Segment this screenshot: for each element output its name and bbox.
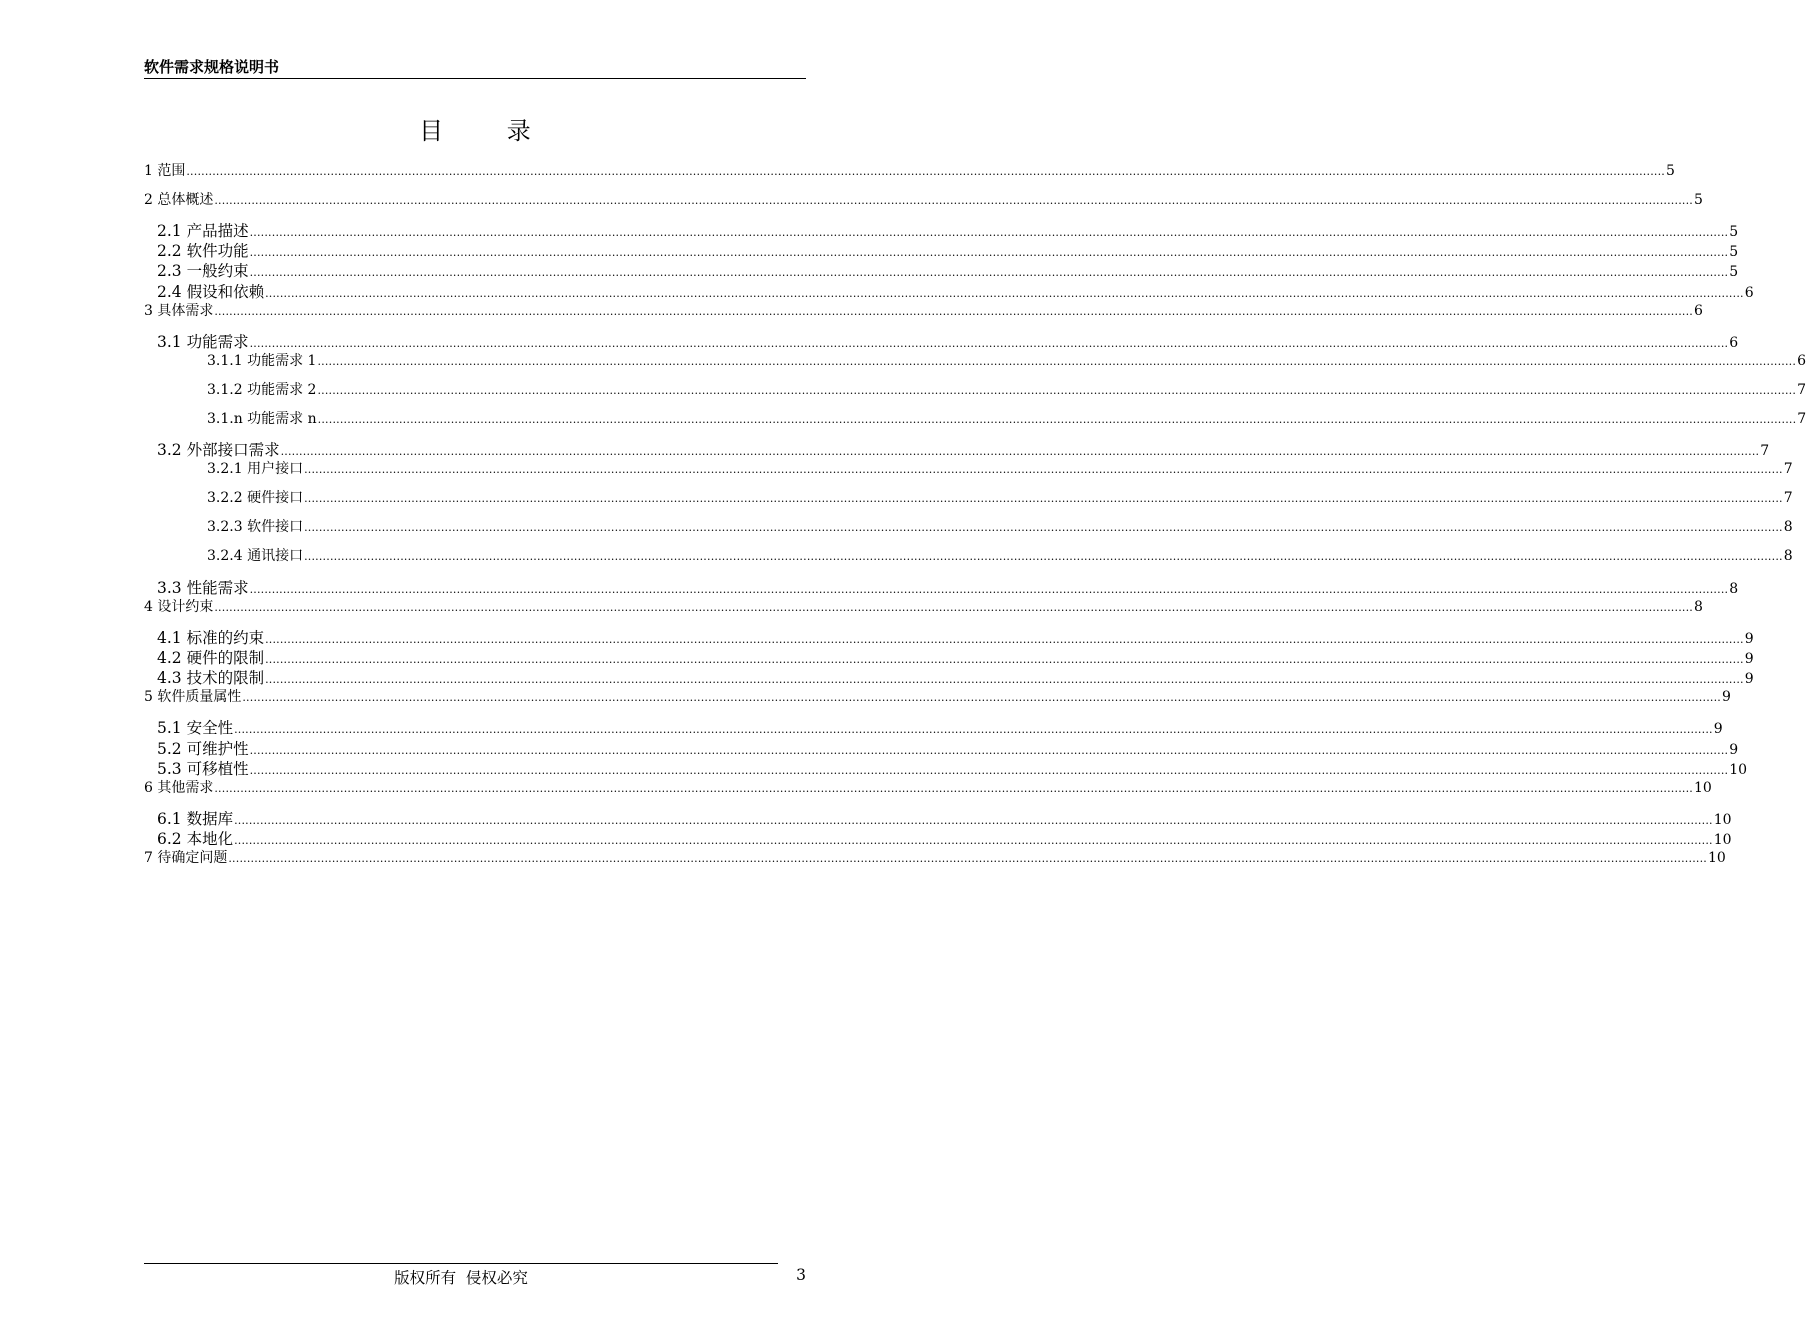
- toc-entry[interactable]: [144, 777, 1712, 797]
- toc-dot-leader: ................................................................................................................................................................................................................................................................................................................................................................................................................: [304, 492, 1783, 505]
- toc-entry[interactable]: [207, 545, 1793, 565]
- toc-entry-title: 5.1 安全性: [157, 719, 234, 737]
- toc-dot-leader: ................................................................................................................................................................................................................................................................................................................................................................................................................: [317, 413, 1797, 426]
- toc-dot-leader: ................................................................................................................................................................................................................................................................................................................................................................................................................: [265, 653, 1744, 666]
- toc-dot-leader: ................................................................................................................................................................................................................................................................................................................................................................................................................: [280, 445, 1760, 458]
- toc-dot-leader: ................................................................................................................................................................................................................................................................................................................................................................................................................: [249, 337, 1729, 350]
- toc-dot-leader: ................................................................................................................................................................................................................................................................................................................................................................................................................: [265, 633, 1744, 646]
- toc-dot-leader: ................................................................................................................................................................................................................................................................................................................................................................................................................: [249, 266, 1729, 279]
- toc-entry-title: 3 具体需求: [144, 303, 214, 319]
- toc-entry[interactable]: [207, 350, 1806, 370]
- toc-entry[interactable]: [144, 300, 1703, 320]
- toc-entry-page: 9: [1713, 721, 1723, 737]
- toc-entry-page: 9: [1722, 689, 1731, 705]
- toc-dot-leader: ................................................................................................................................................................................................................................................................................................................................................................................................................: [214, 305, 1693, 318]
- toc-entry-title: 3.2.4 通讯接口: [207, 548, 304, 564]
- toc-entry[interactable]: [157, 576, 1739, 597]
- toc-dot-leader: ................................................................................................................................................................................................................................................................................................................................................................................................................: [242, 691, 1721, 704]
- toc-entry-title: 6 其他需求: [144, 780, 214, 796]
- toc-dot-leader: ................................................................................................................................................................................................................................................................................................................................................................................................................: [265, 287, 1744, 300]
- toc-entry-page: 7: [1760, 443, 1770, 459]
- toc-entry[interactable]: [157, 438, 1770, 459]
- toc-entry-title: 5.2 可维护性: [157, 740, 249, 758]
- toc-dot-leader: ................................................................................................................................................................................................................................................................................................................................................................................................................: [249, 246, 1729, 259]
- toc-entry-page: 10: [1708, 850, 1726, 866]
- toc-entry-title: 3.2.2 硬件接口: [207, 490, 304, 506]
- toc-entry-page: 9: [1729, 742, 1739, 758]
- toc-entry[interactable]: [157, 219, 1739, 240]
- toc-entry-page: 7: [1797, 382, 1806, 398]
- toc-dot-leader: ................................................................................................................................................................................................................................................................................................................................................................................................................: [186, 165, 1665, 178]
- toc-entry-page: 7: [1797, 411, 1806, 427]
- toc-entry-title: 2.4 假设和依赖: [157, 283, 265, 301]
- toc-entry-title: 6.2 本地化: [157, 830, 234, 848]
- toc-entry[interactable]: [157, 259, 1739, 280]
- toc-entry-title: 4.1 标准的约束: [157, 629, 265, 647]
- toc-entry-title: 4 设计约束: [144, 599, 214, 615]
- toc-entry[interactable]: [144, 596, 1703, 616]
- toc-entry[interactable]: [157, 716, 1723, 737]
- toc-entry[interactable]: [207, 379, 1806, 399]
- toc-entry-page: 6: [1729, 335, 1739, 351]
- toc-entry-page: 10: [1713, 832, 1732, 848]
- toc-dot-leader: ................................................................................................................................................................................................................................................................................................................................................................................................................: [214, 194, 1693, 207]
- toc-entry-title: 7 待确定问题: [144, 850, 228, 866]
- toc-entry-page: 5: [1729, 264, 1739, 280]
- toc-entry[interactable]: [157, 737, 1739, 758]
- toc-dot-leader: ................................................................................................................................................................................................................................................................................................................................................................................................................: [304, 550, 1783, 563]
- toc-entry-page: 8: [1694, 599, 1703, 615]
- toc-entry-title: 3.1.1 功能需求 1: [207, 353, 317, 369]
- toc-entry-title: 2.3 一般约束: [157, 262, 249, 280]
- toc-entry[interactable]: [157, 330, 1739, 351]
- toc-entry-page: 6: [1694, 303, 1703, 319]
- toc-dot-leader: ................................................................................................................................................................................................................................................................................................................................................................................................................: [249, 764, 1729, 777]
- toc-entry-page: 5: [1694, 192, 1703, 208]
- toc-entry[interactable]: [207, 516, 1793, 536]
- toc-entry-page: 10: [1694, 780, 1712, 796]
- toc-entry-title: 3.1.2 功能需求 2: [207, 382, 317, 398]
- toc-entry[interactable]: [157, 626, 1754, 647]
- toc-entry-title: 4.3 技术的限制: [157, 669, 265, 687]
- toc-entry-page: 9: [1744, 671, 1754, 687]
- toc-heading: 目 录: [419, 117, 559, 145]
- toc-entry-title: 2 总体概述: [144, 192, 214, 208]
- toc-entry-page: 10: [1713, 812, 1732, 828]
- toc-dot-leader: ................................................................................................................................................................................................................................................................................................................................................................................................................: [249, 744, 1729, 757]
- toc-entry[interactable]: [157, 280, 1754, 301]
- toc-entry[interactable]: [157, 807, 1732, 828]
- toc-entry-title: 1 范围: [144, 163, 186, 179]
- toc-entry[interactable]: [207, 408, 1806, 428]
- toc-entry-page: 8: [1729, 581, 1739, 597]
- header-title: 软件需求规格说明书: [144, 58, 280, 76]
- toc-entry-title: 2.2 软件功能: [157, 242, 249, 260]
- toc-entry[interactable]: [144, 686, 1731, 706]
- toc-entry[interactable]: [207, 487, 1793, 507]
- footer-copyright: 版权所有 侵权必究: [394, 1269, 528, 1287]
- toc-entry-page: 8: [1783, 519, 1793, 535]
- footer-divider: [144, 1263, 778, 1264]
- toc-entry[interactable]: [144, 847, 1726, 867]
- toc-entry-title: 3.2.3 软件接口: [207, 519, 304, 535]
- toc-entry-page: 6: [1797, 353, 1806, 369]
- toc-entry-page: 5: [1729, 244, 1739, 260]
- toc-entry-title: 6.1 数据库: [157, 810, 234, 828]
- toc-entry-title: 3.3 性能需求: [157, 579, 249, 597]
- toc-entry-page: 6: [1744, 285, 1754, 301]
- toc-entry[interactable]: [144, 160, 1675, 180]
- toc-entry-title: 3.1 功能需求: [157, 333, 249, 351]
- toc-dot-leader: ................................................................................................................................................................................................................................................................................................................................................................................................................: [317, 355, 1797, 368]
- toc-entry[interactable]: [157, 827, 1732, 848]
- toc-dot-leader: ................................................................................................................................................................................................................................................................................................................................................................................................................: [234, 723, 1713, 736]
- toc-entry[interactable]: [157, 666, 1754, 687]
- toc-dot-leader: ................................................................................................................................................................................................................................................................................................................................................................................................................: [228, 852, 1707, 865]
- toc-entry-title: 5.3 可移植性: [157, 760, 249, 778]
- toc-dot-leader: ................................................................................................................................................................................................................................................................................................................................................................................................................: [249, 226, 1729, 239]
- toc-entry-page: 7: [1783, 490, 1793, 506]
- toc-entry-page: 10: [1729, 762, 1748, 778]
- toc-entry-title: 3.1.n 功能需求 n: [207, 411, 317, 427]
- toc-entry-page: 9: [1744, 651, 1754, 667]
- toc-dot-leader: ................................................................................................................................................................................................................................................................................................................................................................................................................: [214, 601, 1693, 614]
- toc-entry[interactable]: [207, 458, 1793, 478]
- toc-dot-leader: ................................................................................................................................................................................................................................................................................................................................................................................................................: [234, 834, 1713, 847]
- toc-entry-title: 4.2 硬件的限制: [157, 649, 265, 667]
- toc-entry[interactable]: [157, 757, 1748, 778]
- toc-entry-page: 7: [1783, 461, 1793, 477]
- toc-entry-page: 8: [1783, 548, 1793, 564]
- toc-dot-leader: ................................................................................................................................................................................................................................................................................................................................................................................................................: [304, 463, 1783, 476]
- toc-entry[interactable]: [157, 646, 1754, 667]
- toc-dot-leader: ................................................................................................................................................................................................................................................................................................................................................................................................................: [214, 782, 1693, 795]
- toc-dot-leader: ................................................................................................................................................................................................................................................................................................................................................................................................................: [265, 673, 1744, 686]
- toc-dot-leader: ................................................................................................................................................................................................................................................................................................................................................................................................................: [304, 521, 1783, 534]
- toc-entry-title: 3.2 外部接口需求: [157, 441, 280, 459]
- toc-entry[interactable]: [157, 239, 1739, 260]
- toc-entry-title: 2.1 产品描述: [157, 222, 249, 240]
- toc-entry-title: 5 软件质量属性: [144, 689, 242, 705]
- toc-entry-title: 3.2.1 用户接口: [207, 461, 304, 477]
- toc-entry[interactable]: [144, 189, 1703, 209]
- toc-entry-page: 5: [1729, 224, 1739, 240]
- toc-dot-leader: ................................................................................................................................................................................................................................................................................................................................................................................................................: [317, 384, 1797, 397]
- page-number: 3: [796, 1266, 806, 1284]
- toc-dot-leader: ................................................................................................................................................................................................................................................................................................................................................................................................................: [234, 814, 1713, 827]
- toc-entry-page: 9: [1744, 631, 1754, 647]
- toc-entry-page: 5: [1666, 163, 1675, 179]
- toc-dot-leader: ................................................................................................................................................................................................................................................................................................................................................................................................................: [249, 583, 1729, 596]
